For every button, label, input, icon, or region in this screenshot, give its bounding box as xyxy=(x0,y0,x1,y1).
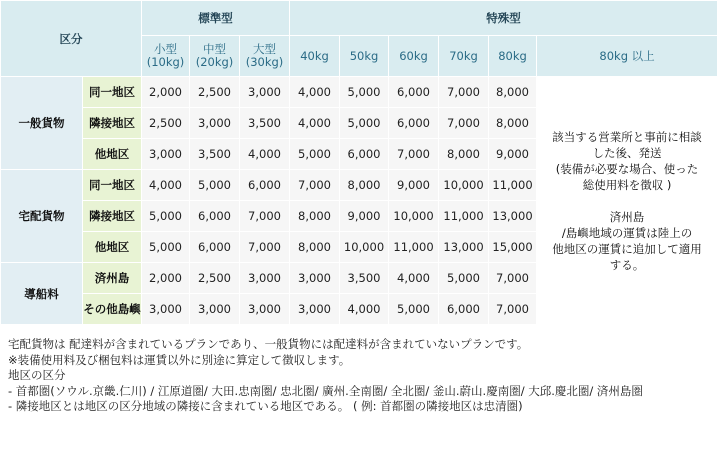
rate-cell: 5,000 xyxy=(439,263,489,294)
rate-cell: 7,000 xyxy=(240,201,290,232)
note-line: /島嶼地域の運賃は陸上の xyxy=(561,225,693,240)
note-line: 済州島 xyxy=(609,209,645,224)
footnote-line: - 首都圏(ソウル.京畿.仁川) / 江原道圏/ 大田.忠南圏/ 忠北圏/ 廣州.全南圏/ 全北圏/ 釜山.蔚山.慶南圏/ 大邱.慶北圏/ 済州島圏 xyxy=(8,383,643,398)
rate-cell: 10,000 xyxy=(340,232,389,263)
rate-cell: 4,000 xyxy=(142,170,190,201)
row-label: 済州島 xyxy=(83,263,142,294)
group-general-cargo: 一般貨物 xyxy=(1,77,83,170)
footnotes xyxy=(8,337,712,415)
weight-80-header: 80kg xyxy=(489,36,537,77)
weight-70-header: 70kg xyxy=(439,36,489,77)
rate-cell: 5,000 xyxy=(389,294,439,325)
note-line: 他地区の運賃に追加して適用 xyxy=(552,241,702,256)
note-line: (装備が必要な場合、使った xyxy=(555,161,699,176)
note-line: した後、発送 xyxy=(592,145,662,160)
footnote-line: 宅配貨物は 配達料が含まれているプランであり、一般貨物には配達料が含まれていないプランです。 xyxy=(8,337,529,351)
rate-cell: 8,000 xyxy=(439,139,489,170)
rate-cell: 9,000 xyxy=(489,139,537,170)
row-label: 同一地区 xyxy=(83,77,142,108)
rate-cell: 6,000 xyxy=(190,232,240,263)
rate-cell: 3,000 xyxy=(240,294,290,325)
rate-cell: 10,000 xyxy=(439,170,489,201)
rate-cell: 10,000 xyxy=(389,201,439,232)
rate-cell: 8,000 xyxy=(489,77,537,108)
rate-cell: 7,000 xyxy=(290,170,340,201)
rate-cell: 6,000 xyxy=(240,170,290,201)
rate-cell: 2,500 xyxy=(190,77,240,108)
rate-cell: 3,000 xyxy=(240,77,290,108)
row-label: 同一地区 xyxy=(83,170,142,201)
weight-over-80-header: 80kg 以上 xyxy=(537,36,717,77)
weight-50-header: 50kg xyxy=(340,36,389,77)
rate-cell: 3,000 xyxy=(190,108,240,139)
row-label: 他地区 xyxy=(83,139,142,170)
rate-cell: 9,000 xyxy=(389,170,439,201)
rate-cell: 6,000 xyxy=(389,108,439,139)
size-small-header: 小型 (10kg) xyxy=(142,36,190,77)
rate-cell: 2,500 xyxy=(190,263,240,294)
rate-cell: 4,000 xyxy=(340,294,389,325)
rate-cell: 3,000 xyxy=(290,263,340,294)
rate-cell: 5,000 xyxy=(340,108,389,139)
rate-cell: 2,000 xyxy=(142,263,190,294)
rate-cell: 13,000 xyxy=(489,201,537,232)
rate-cell: 8,000 xyxy=(290,232,340,263)
rate-cell: 4,000 xyxy=(290,108,340,139)
rate-cell: 11,000 xyxy=(489,170,537,201)
note-line: する。 xyxy=(609,257,645,272)
rate-cell: 2,000 xyxy=(142,77,190,108)
rate-cell: 5,000 xyxy=(340,77,389,108)
table-row xyxy=(1,77,717,108)
over-80kg-note xyxy=(537,77,717,325)
rate-cell: 3,000 xyxy=(142,294,190,325)
row-label: 他地区 xyxy=(83,232,142,263)
size-large-header: 大型 (30kg) xyxy=(240,36,290,77)
rate-cell: 11,000 xyxy=(439,201,489,232)
rate-cell: 7,000 xyxy=(389,139,439,170)
row-label: 隣接地区 xyxy=(83,201,142,232)
weight-40-header: 40kg xyxy=(290,36,340,77)
rate-cell: 7,000 xyxy=(439,77,489,108)
rate-cell: 5,000 xyxy=(142,232,190,263)
rate-cell: 7,000 xyxy=(240,232,290,263)
rate-cell: 3,500 xyxy=(340,263,389,294)
footnote-line: - 隣接地区とは地区の区分地域の隣接に含まれている地区である。 ( 例: 首都圏の隣接地区は忠清圏) xyxy=(8,399,523,413)
rate-cell: 3,000 xyxy=(142,139,190,170)
size-medium-header: 中型 (20kg) xyxy=(190,36,240,77)
rate-cell: 3,000 xyxy=(190,294,240,325)
rate-cell: 5,000 xyxy=(190,170,240,201)
row-label: その他島嶼 xyxy=(83,294,142,325)
group-parcel-cargo: 宅配貨物 xyxy=(1,170,83,263)
rate-cell: 6,000 xyxy=(190,201,240,232)
footnote-line: ※装備使用料及び梱包料は運賃以外に別途に算定して徴収します。 xyxy=(8,352,351,367)
rate-cell: 3,000 xyxy=(290,294,340,325)
rate-cell: 4,000 xyxy=(240,139,290,170)
rate-cell: 6,000 xyxy=(439,294,489,325)
rate-cell: 2,500 xyxy=(142,108,190,139)
standard-type-header: 標準型 xyxy=(142,1,290,36)
group-ferry-fee: 導船料 xyxy=(1,263,83,325)
rate-cell: 8,000 xyxy=(489,108,537,139)
rate-cell: 8,000 xyxy=(290,201,340,232)
footnote-line: 地区の区分 xyxy=(8,368,66,382)
rate-cell: 11,000 xyxy=(389,232,439,263)
rate-cell: 15,000 xyxy=(489,232,537,263)
rate-cell: 13,000 xyxy=(439,232,489,263)
rate-cell: 3,000 xyxy=(240,263,290,294)
rate-cell: 5,000 xyxy=(142,201,190,232)
rate-cell: 3,500 xyxy=(240,108,290,139)
rate-cell: 6,000 xyxy=(389,77,439,108)
rate-cell: 5,000 xyxy=(290,139,340,170)
rate-cell: 7,000 xyxy=(489,263,537,294)
rate-cell: 4,000 xyxy=(290,77,340,108)
note-line: 総使用料を徴収 ) xyxy=(582,177,672,192)
special-type-header: 特殊型 xyxy=(290,1,717,36)
rate-cell: 8,000 xyxy=(340,170,389,201)
row-label: 隣接地区 xyxy=(83,108,142,139)
category-header: 区分 xyxy=(1,1,142,77)
weight-60-header: 60kg xyxy=(389,36,439,77)
rate-cell: 7,000 xyxy=(489,294,537,325)
note-line: 該当する営業所と事前に相談 xyxy=(552,129,702,144)
rate-cell: 6,000 xyxy=(340,139,389,170)
rate-cell: 9,000 xyxy=(340,201,389,232)
rate-cell: 3,500 xyxy=(190,139,240,170)
rate-cell: 4,000 xyxy=(389,263,439,294)
rate-cell: 7,000 xyxy=(439,108,489,139)
